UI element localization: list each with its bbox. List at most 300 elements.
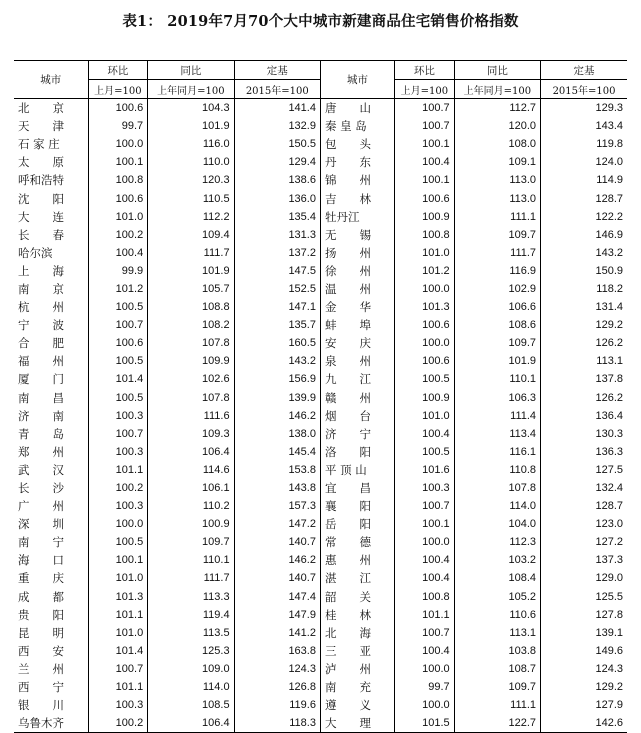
base-cell: 135.7 [234, 316, 320, 334]
city-cell: 石 家 庄 [18, 137, 60, 152]
mom-cell: 100.7 [88, 425, 148, 443]
base-cell: 113.1 [541, 352, 627, 370]
base-cell: 163.8 [234, 642, 320, 660]
mom-cell: 101.3 [395, 298, 455, 316]
base-cell: 127.8 [541, 606, 627, 624]
mom-cell: 100.3 [88, 696, 148, 714]
yoy-header: 同比 [454, 61, 540, 80]
mom-header: 环比 [395, 61, 455, 80]
yoy-cell: 111.4 [454, 407, 540, 425]
base-cell: 157.3 [234, 497, 320, 515]
table-row [14, 569, 627, 587]
mom-cell: 100.0 [395, 280, 455, 298]
yoy-cell: 116.1 [454, 443, 540, 461]
base-header: 定基 [541, 61, 627, 80]
city-cell: 安 庆 [320, 334, 394, 352]
base-cell: 156.9 [234, 370, 320, 388]
yoy-cell: 113.1 [454, 624, 540, 642]
yoy-cell: 111.6 [148, 407, 234, 425]
yoy-cell: 112.2 [148, 208, 234, 226]
city-cell: 西 宁 [18, 680, 64, 695]
mom-cell: 100.7 [395, 624, 455, 642]
base-header: 定基 [234, 61, 320, 80]
yoy-cell: 109.4 [148, 226, 234, 244]
city-cell: 赣 州 [320, 389, 394, 407]
mom-cell: 100.3 [88, 497, 148, 515]
base-cell: 143.8 [234, 479, 320, 497]
mom-cell: 100.1 [395, 515, 455, 533]
base-cell: 129.2 [541, 316, 627, 334]
base-cell: 130.3 [541, 425, 627, 443]
mom-cell: 100.8 [88, 171, 148, 189]
yoy-cell: 109.3 [148, 425, 234, 443]
mom-cell: 99.7 [88, 117, 148, 135]
yoy-header: 同比 [148, 61, 234, 80]
city-cell: 宁 波 [18, 318, 64, 333]
yoy-cell: 109.7 [454, 226, 540, 244]
city-cell: 常 德 [320, 533, 394, 551]
city-cell: 包 头 [320, 135, 394, 153]
base-cell: 136.4 [541, 407, 627, 425]
mom-cell: 100.6 [88, 334, 148, 352]
base-cell: 150.5 [234, 135, 320, 153]
table-row [14, 316, 627, 334]
yoy-cell: 108.6 [454, 316, 540, 334]
city-cell: 厦 门 [18, 372, 64, 387]
yoy-cell: 110.0 [148, 153, 234, 171]
mom-cell: 100.6 [88, 99, 148, 118]
base-cell: 146.2 [234, 551, 320, 569]
base-cell: 137.3 [541, 551, 627, 569]
yoy-cell: 108.4 [454, 569, 540, 587]
city-cell: 西 安 [18, 643, 64, 658]
mom-cell: 100.4 [88, 244, 148, 262]
base-cell: 126.2 [541, 389, 627, 407]
table-row [14, 135, 627, 153]
mom-cell: 101.4 [88, 370, 148, 388]
mom-cell: 100.3 [88, 443, 148, 461]
base-cell: 128.7 [541, 497, 627, 515]
mom-cell: 101.1 [88, 606, 148, 624]
yoy-cell: 108.0 [454, 135, 540, 153]
mom-cell: 101.2 [88, 280, 148, 298]
table-body [14, 99, 627, 733]
mom-subheader: 上月=100 [395, 80, 455, 99]
mom-cell: 101.3 [88, 588, 148, 606]
yoy-cell: 112.7 [454, 99, 540, 118]
base-cell: 132.9 [234, 117, 320, 135]
mom-cell: 100.7 [395, 117, 455, 135]
city-cell: 牡丹江 [320, 208, 394, 226]
city-cell: 泉 州 [320, 352, 394, 370]
mom-cell: 100.1 [88, 153, 148, 171]
yoy-cell: 110.2 [148, 497, 234, 515]
mom-cell: 100.4 [395, 642, 455, 660]
mom-cell: 100.7 [395, 99, 455, 118]
table-row [14, 280, 627, 298]
mom-cell: 101.1 [395, 606, 455, 624]
yoy-cell: 110.8 [454, 461, 540, 479]
city-cell: 徐 州 [320, 262, 394, 280]
mom-cell: 101.4 [88, 642, 148, 660]
yoy-cell: 113.0 [454, 171, 540, 189]
city-cell: 青 岛 [18, 426, 64, 441]
base-cell: 126.8 [234, 678, 320, 696]
yoy-cell: 108.5 [148, 696, 234, 714]
table-row [14, 244, 627, 262]
base-subheader: 2015年=100 [234, 80, 320, 99]
city-cell: 武 汉 [18, 462, 64, 477]
mom-cell: 99.7 [395, 678, 455, 696]
mom-cell: 101.0 [88, 569, 148, 587]
city-cell: 北 京 [18, 101, 64, 116]
base-cell: 123.0 [541, 515, 627, 533]
mom-cell: 100.0 [88, 515, 148, 533]
city-cell: 南 京 [18, 281, 64, 296]
table-row [14, 298, 627, 316]
yoy-cell: 113.4 [454, 425, 540, 443]
city-cell: 重 庆 [18, 571, 64, 586]
base-cell: 129.4 [234, 153, 320, 171]
city-cell: 锦 州 [320, 171, 394, 189]
yoy-cell: 109.7 [454, 678, 540, 696]
table-row [14, 515, 627, 533]
mom-cell: 100.2 [88, 714, 148, 733]
mom-cell: 101.1 [88, 461, 148, 479]
yoy-cell: 111.7 [148, 244, 234, 262]
city-cell: 哈尔滨 [18, 245, 53, 260]
city-cell: 合 肥 [18, 336, 64, 351]
base-cell: 118.2 [541, 280, 627, 298]
mom-cell: 100.4 [395, 551, 455, 569]
yoy-cell: 120.0 [454, 117, 540, 135]
yoy-cell: 105.2 [454, 588, 540, 606]
base-cell: 137.8 [541, 370, 627, 388]
yoy-cell: 125.3 [148, 642, 234, 660]
base-cell: 142.6 [541, 714, 627, 733]
city-header: 城市 [320, 61, 394, 99]
page-title: 表1： 2019年7月70个大中城市新建商品住宅销售价格指数 [122, 13, 519, 30]
yoy-cell: 101.9 [454, 352, 540, 370]
mom-cell: 99.9 [88, 262, 148, 280]
mom-cell: 100.5 [88, 533, 148, 551]
yoy-cell: 114.6 [148, 461, 234, 479]
yoy-subheader: 上年同月=100 [148, 80, 234, 99]
city-cell: 长 春 [18, 227, 64, 242]
mom-cell: 100.0 [395, 533, 455, 551]
base-cell: 127.9 [541, 696, 627, 714]
yoy-cell: 110.5 [148, 189, 234, 207]
yoy-cell: 111.7 [148, 569, 234, 587]
yoy-cell: 122.7 [454, 714, 540, 733]
mom-cell: 100.7 [88, 660, 148, 678]
base-cell: 129.0 [541, 569, 627, 587]
mom-cell: 100.3 [88, 407, 148, 425]
base-cell: 146.2 [234, 407, 320, 425]
city-cell: 遵 义 [320, 696, 394, 714]
base-cell: 122.2 [541, 208, 627, 226]
city-cell: 海 口 [18, 553, 64, 568]
city-cell: 蚌 埠 [320, 316, 394, 334]
yoy-cell: 102.9 [454, 280, 540, 298]
city-cell: 福 州 [18, 354, 64, 369]
city-cell: 惠 州 [320, 551, 394, 569]
city-cell: 南 昌 [18, 390, 64, 405]
base-cell: 126.2 [541, 334, 627, 352]
mom-cell: 100.8 [395, 226, 455, 244]
city-cell: 乌鲁木齐 [14, 714, 88, 733]
city-cell: 唐 山 [320, 99, 394, 118]
city-cell: 银 川 [18, 698, 64, 713]
mom-cell: 100.2 [88, 479, 148, 497]
yoy-cell: 103.8 [454, 642, 540, 660]
city-cell: 济 宁 [320, 425, 394, 443]
table-row [14, 389, 627, 407]
base-cell: 119.6 [234, 696, 320, 714]
yoy-cell: 101.9 [148, 117, 234, 135]
price-index-table [14, 60, 627, 733]
base-cell: 140.7 [234, 569, 320, 587]
city-cell: 太 原 [18, 155, 64, 170]
city-cell: 秦 皇 岛 [320, 117, 394, 135]
city-cell: 韶 关 [320, 588, 394, 606]
table-row [14, 262, 627, 280]
base-cell: 150.9 [541, 262, 627, 280]
mom-cell: 100.4 [395, 153, 455, 171]
table-row [14, 660, 627, 678]
table-row [14, 551, 627, 569]
base-subheader: 2015年=100 [541, 80, 627, 99]
mom-cell: 100.8 [395, 588, 455, 606]
yoy-cell: 116.0 [148, 135, 234, 153]
city-cell: 烟 台 [320, 407, 394, 425]
base-cell: 124.0 [541, 153, 627, 171]
mom-cell: 101.0 [395, 407, 455, 425]
city-cell: 金 华 [320, 298, 394, 316]
base-cell: 147.1 [234, 298, 320, 316]
base-cell: 129.2 [541, 678, 627, 696]
mom-cell: 100.5 [395, 443, 455, 461]
city-cell: 南 宁 [18, 535, 64, 550]
yoy-cell: 119.4 [148, 606, 234, 624]
table-row [14, 171, 627, 189]
yoy-cell: 111.1 [454, 208, 540, 226]
table-row [14, 443, 627, 461]
yoy-cell: 114.0 [148, 678, 234, 696]
base-cell: 149.6 [541, 642, 627, 660]
mom-cell: 100.6 [395, 316, 455, 334]
city-cell: 襄 阳 [320, 497, 394, 515]
city-cell: 杭 州 [18, 300, 64, 315]
table-row [14, 352, 627, 370]
base-cell: 132.4 [541, 479, 627, 497]
mom-cell: 100.4 [395, 569, 455, 587]
mom-cell: 101.6 [395, 461, 455, 479]
yoy-cell: 107.8 [148, 389, 234, 407]
city-cell: 无 锡 [320, 226, 394, 244]
mom-cell: 100.1 [395, 171, 455, 189]
mom-cell: 100.5 [88, 389, 148, 407]
base-cell: 138.0 [234, 425, 320, 443]
table-row [14, 461, 627, 479]
city-cell: 三 亚 [320, 642, 394, 660]
table-row [14, 497, 627, 515]
base-cell: 137.2 [234, 244, 320, 262]
city-cell: 九 江 [320, 370, 394, 388]
city-cell: 大 连 [18, 209, 64, 224]
base-cell: 127.5 [541, 461, 627, 479]
yoy-cell: 107.8 [148, 334, 234, 352]
mom-cell: 100.9 [395, 208, 455, 226]
city-cell: 扬 州 [320, 244, 394, 262]
yoy-cell: 106.1 [148, 479, 234, 497]
yoy-cell: 109.1 [454, 153, 540, 171]
mom-cell: 101.2 [395, 262, 455, 280]
yoy-cell: 102.6 [148, 370, 234, 388]
city-cell: 洛 阳 [320, 443, 394, 461]
city-cell: 广 州 [18, 499, 64, 514]
yoy-cell: 100.9 [148, 515, 234, 533]
city-cell: 贵 阳 [18, 607, 64, 622]
mom-cell: 100.6 [395, 352, 455, 370]
table-row [14, 117, 627, 135]
base-cell: 135.4 [234, 208, 320, 226]
base-cell: 124.3 [541, 660, 627, 678]
mom-cell: 101.1 [88, 678, 148, 696]
city-cell: 温 州 [320, 280, 394, 298]
yoy-cell: 106.4 [148, 443, 234, 461]
table-row [14, 696, 627, 714]
yoy-cell: 107.8 [454, 479, 540, 497]
mom-cell: 101.0 [88, 208, 148, 226]
base-cell: 118.3 [234, 714, 320, 733]
mom-cell: 100.6 [88, 189, 148, 207]
yoy-cell: 108.8 [148, 298, 234, 316]
base-cell: 139.9 [234, 389, 320, 407]
mom-cell: 100.0 [395, 334, 455, 352]
city-cell: 平 顶 山 [320, 461, 394, 479]
yoy-cell: 103.2 [454, 551, 540, 569]
yoy-cell: 112.3 [454, 533, 540, 551]
mom-cell: 100.5 [88, 298, 148, 316]
base-cell: 147.9 [234, 606, 320, 624]
city-cell: 南 充 [320, 678, 394, 696]
yoy-cell: 108.7 [454, 660, 540, 678]
base-cell: 141.2 [234, 624, 320, 642]
base-cell: 152.5 [234, 280, 320, 298]
city-cell: 宜 昌 [320, 479, 394, 497]
base-cell: 143.2 [234, 352, 320, 370]
base-cell: 125.5 [541, 588, 627, 606]
table-row [14, 226, 627, 244]
city-cell: 天 津 [18, 119, 64, 134]
yoy-cell: 110.6 [454, 606, 540, 624]
city-cell: 昆 明 [18, 625, 64, 640]
mom-cell: 101.0 [88, 624, 148, 642]
city-cell: 大 理 [320, 714, 394, 733]
yoy-cell: 109.7 [148, 533, 234, 551]
base-cell: 147.2 [234, 515, 320, 533]
base-cell: 114.9 [541, 171, 627, 189]
mom-cell: 101.0 [395, 244, 455, 262]
yoy-cell: 101.9 [148, 262, 234, 280]
city-cell: 沈 阳 [18, 191, 64, 206]
base-cell: 141.4 [234, 99, 320, 118]
city-cell: 岳 阳 [320, 515, 394, 533]
yoy-cell: 111.1 [454, 696, 540, 714]
yoy-cell: 109.9 [148, 352, 234, 370]
base-cell: 124.3 [234, 660, 320, 678]
base-cell: 131.3 [234, 226, 320, 244]
base-cell: 146.9 [541, 226, 627, 244]
city-cell: 长 沙 [18, 481, 64, 496]
base-cell: 127.2 [541, 533, 627, 551]
city-cell: 兰 州 [18, 661, 64, 676]
base-cell: 153.8 [234, 461, 320, 479]
mom-cell: 100.2 [88, 226, 148, 244]
yoy-cell: 104.0 [454, 515, 540, 533]
base-cell: 138.6 [234, 171, 320, 189]
base-cell: 143.4 [541, 117, 627, 135]
yoy-cell: 106.4 [148, 714, 234, 733]
city-cell: 泸 州 [320, 660, 394, 678]
table-row [14, 533, 627, 551]
base-cell: 129.3 [541, 99, 627, 118]
city-cell: 呼和浩特 [18, 173, 64, 188]
table-row [14, 407, 627, 425]
table-row [14, 334, 627, 352]
base-cell: 139.1 [541, 624, 627, 642]
mom-cell: 101.5 [395, 714, 455, 733]
table-row [14, 624, 627, 642]
mom-cell: 100.7 [88, 316, 148, 334]
yoy-subheader: 上年同月=100 [454, 80, 540, 99]
table-row [14, 99, 627, 118]
table-row [14, 588, 627, 606]
yoy-cell: 106.3 [454, 389, 540, 407]
city-cell: 北 海 [320, 624, 394, 642]
mom-cell: 100.0 [395, 696, 455, 714]
yoy-cell: 106.6 [454, 298, 540, 316]
yoy-cell: 113.0 [454, 189, 540, 207]
city-cell: 深 圳 [18, 517, 64, 532]
yoy-cell: 111.7 [454, 244, 540, 262]
yoy-cell: 109.7 [454, 334, 540, 352]
table-row [14, 714, 627, 733]
base-cell: 147.4 [234, 588, 320, 606]
city-cell: 成 都 [18, 589, 64, 604]
mom-cell: 100.9 [395, 389, 455, 407]
city-cell: 郑 州 [18, 444, 64, 459]
yoy-cell: 105.7 [148, 280, 234, 298]
yoy-cell: 109.0 [148, 660, 234, 678]
mom-cell: 100.1 [395, 135, 455, 153]
mom-cell: 100.4 [395, 425, 455, 443]
base-cell: 136.3 [541, 443, 627, 461]
mom-subheader: 上月=100 [88, 80, 148, 99]
mom-cell: 100.6 [395, 189, 455, 207]
city-cell: 上 海 [18, 263, 64, 278]
mom-cell: 100.7 [395, 497, 455, 515]
table-row [14, 606, 627, 624]
base-cell: 145.4 [234, 443, 320, 461]
table-row [14, 642, 627, 660]
yoy-cell: 116.9 [454, 262, 540, 280]
yoy-cell: 108.2 [148, 316, 234, 334]
yoy-cell: 104.3 [148, 99, 234, 118]
table-row [14, 208, 627, 226]
mom-cell: 100.1 [88, 551, 148, 569]
